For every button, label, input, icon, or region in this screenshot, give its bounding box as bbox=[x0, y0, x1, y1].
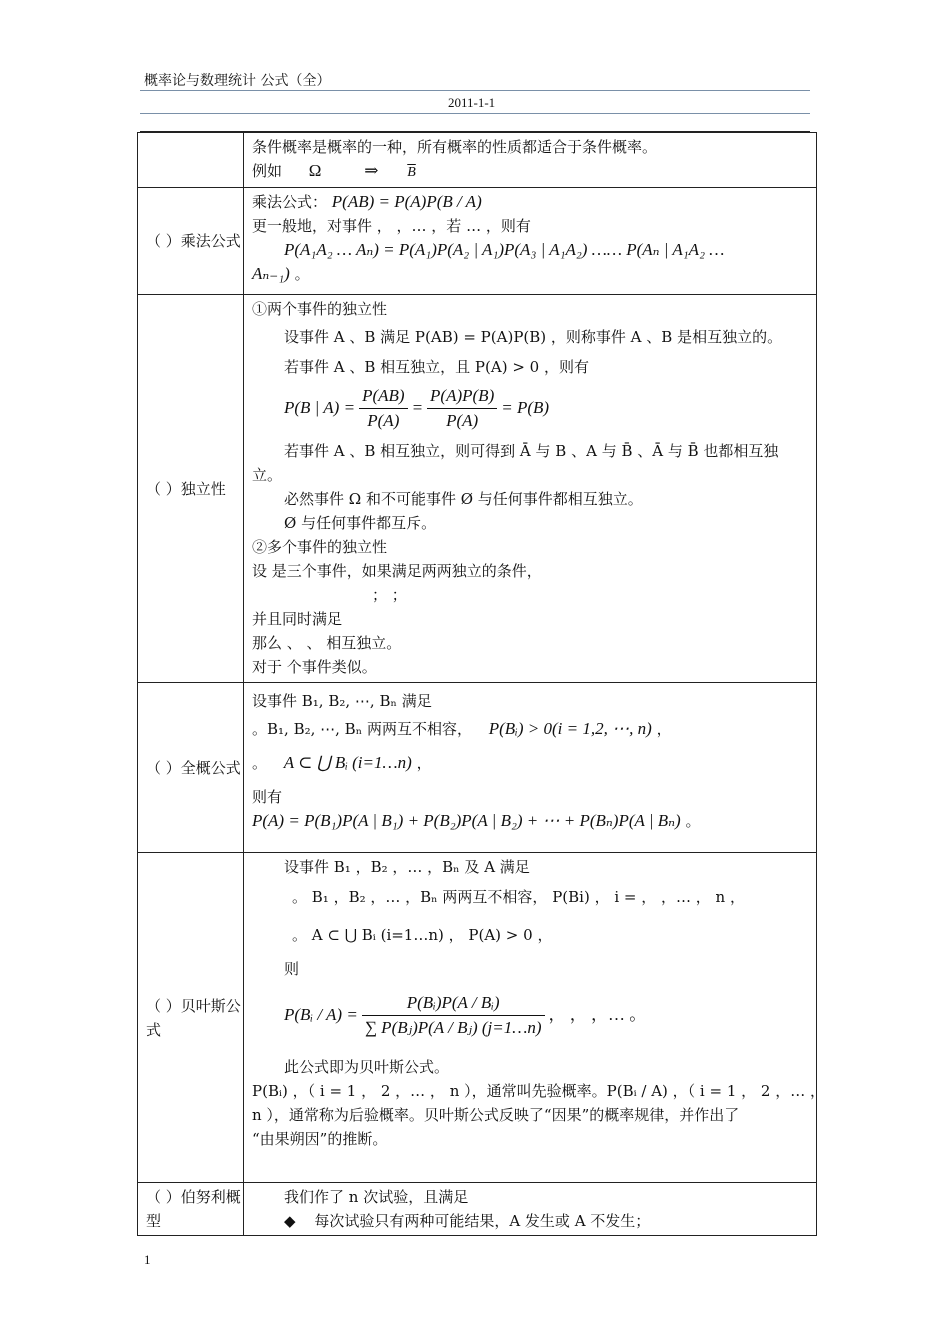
table-row bbox=[138, 1183, 817, 1236]
fraction-1 bbox=[359, 384, 407, 433]
bayes-formula bbox=[252, 981, 810, 1049]
total-para-2c: ， bbox=[656, 720, 672, 738]
table-row bbox=[138, 853, 817, 1183]
conditional-probability-cell bbox=[244, 133, 817, 188]
independence-cell bbox=[244, 295, 817, 683]
table-row bbox=[138, 188, 817, 295]
indep-fraction-formula bbox=[252, 383, 810, 433]
total-para-3 bbox=[252, 751, 810, 775]
row-label-independence: （ ）独立性 bbox=[138, 295, 244, 683]
mult-line-4 bbox=[252, 262, 810, 286]
implies-arrow: ⇒ bbox=[364, 161, 379, 180]
total-para-1: 设事件 B₁, B₂, ⋯, Bₙ 满足 bbox=[252, 692, 432, 710]
bayes-fraction bbox=[362, 991, 545, 1040]
total-para-5 bbox=[252, 809, 810, 833]
indep-para-3b: 立。 bbox=[252, 466, 283, 484]
indep-para-5: Ø 与任何事件都互斥。 bbox=[284, 514, 437, 532]
indep-para-10: 对于 个事件类似。 bbox=[252, 658, 377, 676]
bernoulli-cell bbox=[244, 1183, 817, 1236]
document-header-title: 概率论与数理统计 公式（全） bbox=[144, 73, 331, 89]
multiplication-cell bbox=[244, 188, 817, 295]
total-positive-formula: P(Bᵢ) > 0(i = 1,2, ⋯, n) bbox=[488, 719, 652, 738]
row-label-total-probability: （ ）全概公式 bbox=[138, 683, 244, 853]
indep-para-6: 设 是三个事件，如果满足两两独立的条件， bbox=[252, 562, 542, 580]
indep-para-2: 若事件 A 、B 相互独立，且 P(A) > 0 ，则有 bbox=[284, 358, 589, 376]
fraction-1-numerator: P(AB) bbox=[359, 384, 407, 409]
bern-para-2 bbox=[252, 1209, 810, 1233]
total-probability-formula: P(A) = P(B₁)P(A | B₁) + P(B₂)P(A | B₂) + ⋯ + P(Bₙ)P(A | Bₙ) bbox=[252, 811, 681, 830]
row-label-multiplication: （ ）乘法公式 bbox=[138, 188, 244, 295]
bayes-numerator: P(Bᵢ)P(A / Bᵢ) bbox=[362, 991, 545, 1016]
mult-end-mark: 。 bbox=[294, 265, 310, 283]
b-complement: $\overline{B}$ bbox=[407, 165, 416, 180]
total-union-formula: A ⊂ ⋃ Bᵢ (i=1…n) bbox=[283, 753, 412, 772]
header-rule bbox=[140, 113, 810, 114]
fraction-2-denominator: P(A) bbox=[446, 410, 479, 430]
bayes-para-8: “由果朔因”的推断。 bbox=[252, 1130, 388, 1148]
header-rule bbox=[140, 90, 810, 91]
table-row bbox=[138, 683, 817, 853]
fraction-2 bbox=[427, 384, 497, 433]
bayes-para-1: 设事件 B₁ ，B₂ ，… ，Bₙ 及 A 满足 bbox=[284, 858, 530, 876]
indep-heading-2: ②多个事件的独立性 bbox=[252, 538, 388, 556]
indep-para-8: 并且同时满足 bbox=[252, 610, 343, 628]
frac-lhs: P(B | A) = bbox=[284, 398, 356, 417]
mult-text: 乘法公式： bbox=[252, 193, 328, 211]
bayes-para-7: n ），通常称为后验概率。贝叶斯公式反映了“因果”的概率规律，并作出了 bbox=[252, 1106, 740, 1124]
mult-line-2: 更一般地，对事件 ， ，… ，若 … ，则有 bbox=[252, 217, 531, 235]
page-number: 1 bbox=[144, 1252, 151, 1267]
indep-para-1: 设事件 A 、B 满足 P(AB) = P(A)P(B) ，则称事件 A 、B 是相互独立的。 bbox=[284, 328, 783, 346]
formula-table bbox=[137, 132, 825, 1236]
mult-general-formula: P(A₁A₂ … Aₙ) = P(A₁)P(A₂ | A₁)P(A₃ | A₁A₂) …… P(Aₙ | A₁A₂ … bbox=[284, 240, 725, 259]
total-para-2a: 。B₁, B₂, ⋯, Bₙ 两两互不相容， bbox=[252, 720, 472, 738]
bayes-para-4: 则 bbox=[284, 960, 300, 978]
row-label-bayes: （ ）贝叶斯公式 bbox=[138, 853, 244, 1183]
total-para-3c: ， bbox=[416, 754, 432, 772]
total-end-mark: 。 bbox=[685, 812, 701, 830]
document-header-date: 2011-1-1 bbox=[448, 95, 496, 110]
table-row bbox=[138, 133, 817, 188]
equals-sign: = bbox=[411, 398, 424, 417]
indep-para-7: ； ； bbox=[372, 586, 407, 604]
fraction-2-numerator: P(A)P(B) bbox=[427, 384, 497, 409]
bern-condition: 每次试验只有两种可能结果，A 发生或 A 不发生； bbox=[314, 1212, 651, 1230]
frac-rhs: = P(B) bbox=[501, 398, 550, 417]
conditional-text: 条件概率是概率的一种，所有概率的性质都适合于条件概率。 bbox=[252, 138, 658, 156]
row-label-bernoulli: （ ）伯努利概型 bbox=[138, 1183, 244, 1236]
bayes-para-6: P(Bᵢ) ，（ i = 1 ， 2 ，… ， n ），通常叫先验概率。P(Bᵢ / A) ，（ i = 1 ， 2 ，… ， bbox=[252, 1082, 825, 1100]
example-line bbox=[252, 159, 810, 185]
indep-heading-1: ①两个事件的独立性 bbox=[252, 300, 388, 318]
example-label: 例如 bbox=[252, 162, 283, 180]
diamond-bullet-icon: ◆ bbox=[284, 1212, 296, 1230]
bayes-para-3: 。 A ⊂ ⋃ Bᵢ (i=1…n) ， P(A) > 0 ， bbox=[292, 926, 553, 944]
total-para-2 bbox=[252, 717, 810, 741]
indep-para-9: 那么 、 、 相互独立。 bbox=[252, 634, 402, 652]
mult-line-1 bbox=[252, 190, 810, 214]
bayes-cell bbox=[244, 853, 825, 1183]
indep-para-4: 必然事件 Ω 和不可能事件 Ø 与任何事件都相互独立。 bbox=[284, 490, 643, 508]
omega-symbol: Ω bbox=[308, 161, 322, 180]
bayes-lhs: P(Bᵢ / A) = bbox=[284, 1005, 358, 1024]
fraction-1-denominator: P(A) bbox=[367, 410, 400, 430]
bayes-para-2: 。 B₁ ，B₂ ，… ，Bₙ 两两互不相容， P(Bi) ， i = ， ，… ， n ， bbox=[292, 888, 745, 906]
bayes-tail: ， ， ，… 。 bbox=[548, 1005, 647, 1024]
total-para-4: 则有 bbox=[252, 788, 283, 806]
total-probability-cell bbox=[244, 683, 817, 853]
mult-formula-tail: Aₙ₋₁) bbox=[252, 264, 290, 283]
table-row bbox=[138, 295, 817, 683]
bern-para-1: 我们作了 n 次试验，且满足 bbox=[284, 1188, 469, 1206]
total-para-3a: 。 bbox=[252, 754, 268, 772]
indep-para-3: 若事件 A 、B 相互独立，则可得到 Ā 与 B 、A 与 B̄ 、Ā 与 B̄ 也都相互独 bbox=[284, 442, 779, 460]
bayes-denominator: ∑ P(Bⱼ)P(A / Bⱼ) (j=1…n) bbox=[364, 1017, 542, 1037]
bayes-para-5: 此公式即为贝叶斯公式。 bbox=[284, 1058, 450, 1076]
mult-formula: P(AB) = P(A)P(B / A) bbox=[331, 192, 482, 211]
row-label-empty bbox=[138, 133, 244, 188]
